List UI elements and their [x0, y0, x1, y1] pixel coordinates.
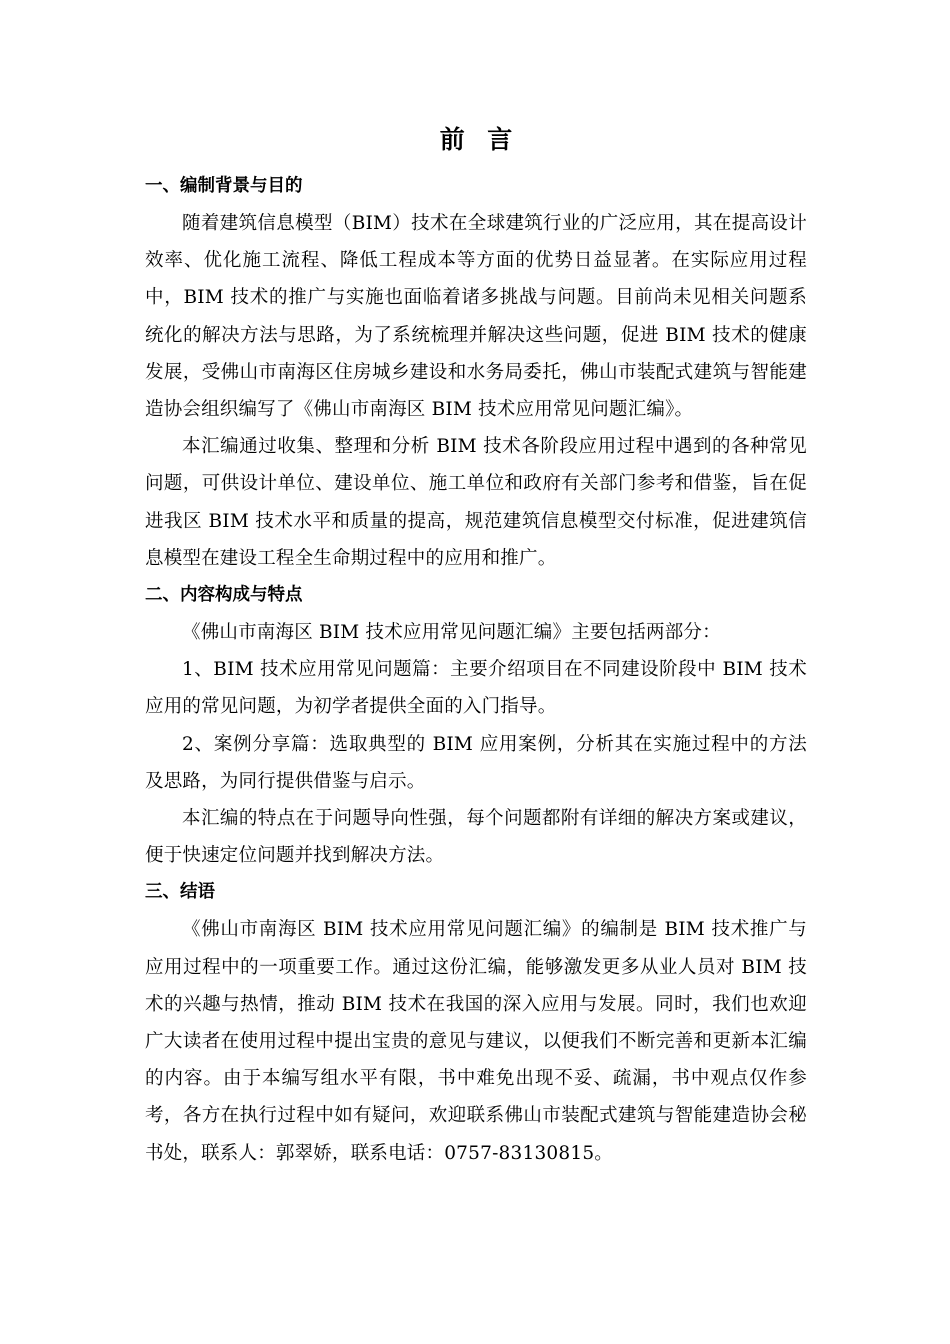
list-item-part-2: 2、案例分享篇：选取典型的 BIM 应用案例，分析其在实施过程中的方法及思路，为同行提供借鉴与启示。 — [145, 733, 807, 792]
section-heading: 二、内容构成与特点 — [145, 585, 303, 606]
section-conclusion — [145, 874, 807, 1171]
paragraph: 随着建筑信息模型（BIM）技术在全球建筑行业的广泛应用，其在提高设计效率、优化施工流程、降低工程成本等方面的优势日益显著。在实际应用过程中，BIM 技术的推广与实施也面临着诸多挑战与问题。目前尚未见相关问题系统化的解决方法与思路，为了系统梳理并解决这些问题，促进 BIM 技术的健康发展，受佛山市南海区住房城乡建设和水务局委托，佛山市装配式建筑与智能建造协会组织编写了《佛山市南海区 BIM 技术应用常见问题汇编》。 — [145, 213, 807, 421]
paragraph: 本汇编的特点在于问题导向性强，每个问题都附有详细的解决方案或建议，便于快速定位问题并找到解决方法。 — [145, 808, 807, 867]
list-item-part-1: 1、BIM 技术应用常见问题篇：主要介绍项目在不同建设阶段中 BIM 技术应用的常见问题，为初学者提供全面的入门指导。 — [145, 659, 807, 718]
paragraph: 《佛山市南海区 BIM 技术应用常见问题汇编》主要包括两部分： — [182, 622, 721, 644]
section-heading: 一、编制背景与目的 — [145, 176, 303, 196]
page-title: 前言 — [439, 125, 535, 154]
section-content-features — [145, 577, 807, 874]
paragraph: 本汇编通过收集、整理和分析 BIM 技术各阶段应用过程中遇到的各种常见问题，可供设计单位、建设单位、施工单位和政府有关部门参考和借鉴，旨在促进我区 BIM 技术水平和质量的提高，规范建筑信息模型交付标准，促进建筑信息模型在建设工程全生命期过程中的应用和推广。 — [145, 436, 807, 569]
paragraph: 《佛山市南海区 BIM 技术应用常见问题汇编》的编制是 BIM 技术推广与应用过程中的一项重要工作。通过这份汇编，能够激发更多从业人员对 BIM 技术的兴趣与热情，推动 BIM 技术在我国的深入应用与发展。同时，我们也欢迎广大读者在使用过程中提出宝贵的意见与建议，以便我们不断完善和更新本汇编的内容。由于本编写组水平有限，书中难免出现不妥、疏漏，书中观点仅作参考，各方在执行过程中如有疑问，欢迎联系佛山市装配式建筑与智能建造协会秘书处，联系人：郭翠娇，联系电话：0757-83130815。 — [145, 919, 807, 1164]
section-background-purpose — [145, 168, 807, 577]
document-page — [145, 122, 807, 1172]
section-heading: 三、结语 — [145, 882, 215, 903]
